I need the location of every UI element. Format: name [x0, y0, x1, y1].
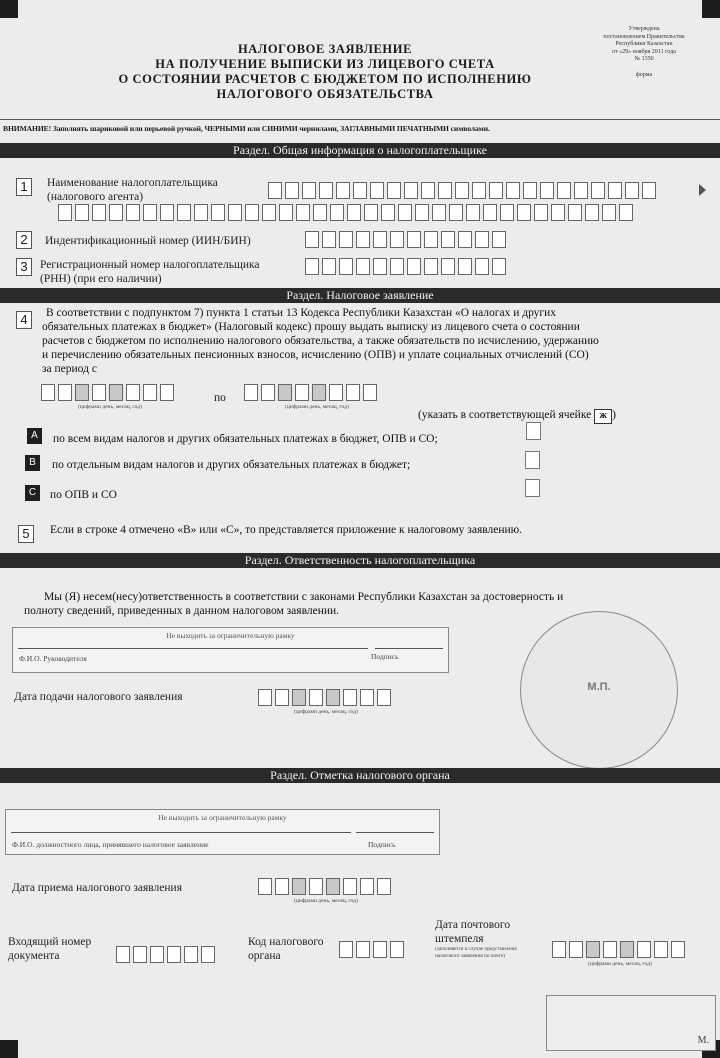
section-tax-authority-header: Раздел. Отметка налогового органа: [0, 768, 720, 783]
postmark-date-label: Дата почтового штемпеля: [435, 919, 511, 945]
manager-name-label: Ф.И.О. Руководителя: [19, 654, 87, 663]
char-cell[interactable]: [258, 689, 272, 706]
char-cell[interactable]: [194, 204, 208, 221]
char-cell[interactable]: [262, 204, 276, 221]
char-cell[interactable]: [313, 204, 327, 221]
section-general-info-header: Раздел. Общая информация о налогоплательщике: [0, 143, 720, 158]
char-cell[interactable]: [551, 204, 565, 221]
char-cell[interactable]: [475, 231, 489, 248]
responsibility-text: Мы (Я) несем(несу)ответственность в соответствии с законами Республики Казахстан за достоверность и полноту сведений, приведенных в данном налоговом заявлении.: [24, 591, 564, 617]
field-number-4: 4: [16, 311, 32, 329]
char-cell[interactable]: [625, 182, 639, 199]
char-cell[interactable]: [475, 258, 489, 275]
char-cell[interactable]: [574, 182, 588, 199]
char-cell[interactable]: [278, 384, 292, 401]
char-cell[interactable]: [356, 258, 370, 275]
date-hint: (цифрами день, месяц, год): [78, 404, 142, 410]
option-c-letter: C: [25, 485, 40, 501]
continue-arrow-icon: [699, 184, 706, 196]
period-from-date-input[interactable]: [41, 384, 177, 401]
char-cell[interactable]: [177, 204, 191, 221]
taxpayer-name-row1[interactable]: [268, 182, 659, 199]
option-c-label: по ОПВ и СО: [50, 489, 117, 501]
char-cell[interactable]: [637, 941, 651, 958]
char-cell[interactable]: [404, 182, 418, 199]
char-cell[interactable]: [585, 204, 599, 221]
char-cell[interactable]: [150, 946, 164, 963]
signature-label: Подпись: [368, 840, 396, 849]
char-cell[interactable]: [268, 182, 282, 199]
char-cell[interactable]: [201, 946, 215, 963]
char-cell[interactable]: [381, 204, 395, 221]
char-cell[interactable]: [275, 878, 289, 895]
attachment-note: Если в строке 4 отмечено «В» или «С», то представляется приложение к налоговому заявлению.: [50, 524, 523, 536]
char-cell[interactable]: [143, 204, 157, 221]
field-number-5: 5: [18, 525, 34, 543]
incoming-number-label: Входящий номер документа: [8, 936, 92, 962]
corner-mark-top-right: [702, 0, 720, 18]
char-cell[interactable]: [109, 384, 123, 401]
char-cell[interactable]: [373, 258, 387, 275]
char-cell[interactable]: [360, 878, 374, 895]
char-cell[interactable]: [671, 941, 685, 958]
char-cell[interactable]: [591, 182, 605, 199]
char-cell[interactable]: [167, 946, 181, 963]
char-cell[interactable]: [370, 182, 384, 199]
option-a-label: по всем видам налогов и других обязательных платежах в бюджет, ОПВ и СО;: [53, 433, 438, 445]
char-cell[interactable]: [492, 258, 506, 275]
divider: [0, 119, 720, 120]
char-cell[interactable]: [126, 204, 140, 221]
char-cell[interactable]: [364, 204, 378, 221]
char-cell[interactable]: [322, 231, 336, 248]
char-cell[interactable]: [523, 182, 537, 199]
corner-mark-bottom-left: [0, 1040, 18, 1058]
char-cell[interactable]: [211, 204, 225, 221]
tax-office-stamp-box: М.: [546, 995, 716, 1051]
char-cell[interactable]: [356, 941, 370, 958]
char-cell[interactable]: [517, 204, 531, 221]
char-cell[interactable]: [492, 231, 506, 248]
char-cell[interactable]: [506, 182, 520, 199]
date-hint: (цифрами день, месяц, год): [294, 709, 358, 715]
char-cell[interactable]: [329, 384, 343, 401]
char-cell[interactable]: [552, 941, 566, 958]
rnn-label: Регистрационный номер налогоплательщика (РНН) (при его наличии): [40, 259, 260, 285]
char-cell[interactable]: [330, 204, 344, 221]
date-hint: (цифрами день, месяц, год): [294, 898, 358, 904]
char-cell[interactable]: [126, 384, 140, 401]
char-cell[interactable]: [244, 384, 258, 401]
char-cell[interactable]: [432, 204, 446, 221]
char-cell[interactable]: [424, 258, 438, 275]
char-cell[interactable]: [586, 941, 600, 958]
rnn-input[interactable]: [305, 258, 509, 275]
char-cell[interactable]: [160, 384, 174, 401]
date-hint: (цифрами день, месяц, год): [285, 404, 349, 410]
char-cell[interactable]: [292, 689, 306, 706]
tax-office-code-input[interactable]: [339, 941, 407, 958]
char-cell[interactable]: [309, 689, 323, 706]
char-cell[interactable]: [296, 204, 310, 221]
char-cell[interactable]: [245, 204, 259, 221]
approval-note: Утверждена постановлением Правительства Республики Казахстан от «29» ноября 2011 года № 1350 форма: [603, 26, 685, 78]
char-cell[interactable]: [339, 231, 353, 248]
title-line: НАЛОГОВОЕ ЗАЯВЛЕНИЕ: [237, 42, 413, 56]
tax-office-code-label: Код налогового органа: [248, 936, 324, 962]
char-cell[interactable]: [407, 231, 421, 248]
char-cell[interactable]: [540, 182, 554, 199]
char-cell[interactable]: [353, 182, 367, 199]
iin-bin-input[interactable]: [305, 231, 509, 248]
char-cell[interactable]: [356, 231, 370, 248]
title-line: НАЛОГОВОГО ОБЯЗАТЕЛЬСТВА: [216, 87, 434, 101]
char-cell[interactable]: [292, 878, 306, 895]
char-cell[interactable]: [305, 231, 319, 248]
section-tax-application-header: Раздел. Налоговое заявление: [0, 288, 720, 303]
section-responsibility-header: Раздел. Ответственность налогоплательщика: [0, 553, 720, 568]
option-b-checkbox[interactable]: [525, 451, 540, 469]
char-cell[interactable]: [279, 204, 293, 221]
taxpayer-name-label: Наименование налогоплательщика (налогового агента): [47, 177, 218, 203]
char-cell[interactable]: [360, 689, 374, 706]
submit-date-input[interactable]: [258, 689, 394, 706]
char-cell[interactable]: [133, 946, 147, 963]
char-cell[interactable]: [326, 878, 340, 895]
char-cell[interactable]: [184, 946, 198, 963]
char-cell[interactable]: [390, 941, 404, 958]
char-cell[interactable]: [322, 258, 336, 275]
char-cell[interactable]: [363, 384, 377, 401]
char-cell[interactable]: [458, 231, 472, 248]
char-cell[interactable]: [319, 182, 333, 199]
date-hint: (цифрами день, месяц, год): [588, 961, 652, 967]
form-title: [90, 42, 560, 102]
char-cell[interactable]: [258, 878, 272, 895]
accept-date-label: Дата приема налогового заявления: [12, 882, 182, 894]
char-cell[interactable]: [387, 182, 401, 199]
char-cell[interactable]: [489, 182, 503, 199]
char-cell[interactable]: [455, 182, 469, 199]
attention-note: ВНИМАНИЕ! Заполнять шариковой или перьевой ручкой, ЧЕРНЫМИ или СИНИМИ чернилами, ЗАГЛАВНЫМИ ПЕЧАТНЫМИ символами.: [3, 124, 490, 133]
char-cell[interactable]: [302, 182, 316, 199]
option-a-checkbox[interactable]: [526, 422, 541, 440]
char-cell[interactable]: [347, 204, 361, 221]
char-cell[interactable]: [312, 384, 326, 401]
char-cell[interactable]: [441, 231, 455, 248]
submit-date-label: Дата подачи налогового заявления: [14, 691, 183, 703]
iin-bin-label: Индентификационный номер (ИИН/БИН): [45, 235, 251, 247]
char-cell[interactable]: [228, 204, 242, 221]
char-cell[interactable]: [557, 182, 571, 199]
char-cell[interactable]: [326, 689, 340, 706]
char-cell[interactable]: [458, 258, 472, 275]
officer-signature-box[interactable]: Не выходить за ограничительную рамку Ф.И.О. должностного лица, принявшего налоговое заявление Подпись: [5, 809, 440, 855]
char-cell[interactable]: [160, 204, 174, 221]
char-cell[interactable]: [143, 384, 157, 401]
char-cell[interactable]: [415, 204, 429, 221]
char-cell[interactable]: [373, 231, 387, 248]
check-instruction: (указать в соответствующей ячейке ж ): [418, 408, 616, 424]
char-cell[interactable]: [608, 182, 622, 199]
char-cell[interactable]: [602, 204, 616, 221]
application-text: В соответствии с подпунктом 7) пункта 1 статьи 13 Кодекса Республики Казахстан «О налогах и других обязательных платежах в бюджет» (Налоговый кодекс) прошу выдать выписку из лицевого счета о состоянии расчетов с бюджетом по исполнению налогового обязательства, а также обязательств по исчислению, удержанию и перечислению обязательных пенсионных взносов, исчислению (ОПВ) и уплате социальных отчислений (СО) за период с: [42, 307, 599, 375]
postmark-date-input[interactable]: [552, 941, 688, 958]
char-cell[interactable]: [339, 941, 353, 958]
char-cell[interactable]: [75, 384, 89, 401]
officer-name-label: Ф.И.О. должностного лица, принявшего налоговое заявление: [12, 840, 209, 849]
char-cell[interactable]: [343, 689, 357, 706]
char-cell[interactable]: [92, 204, 106, 221]
char-cell[interactable]: [398, 204, 412, 221]
char-cell[interactable]: [569, 941, 583, 958]
char-cell[interactable]: [472, 182, 486, 199]
char-cell[interactable]: [424, 231, 438, 248]
char-cell[interactable]: [373, 941, 387, 958]
char-cell[interactable]: [603, 941, 617, 958]
char-cell[interactable]: [620, 941, 634, 958]
option-a-letter: A: [27, 428, 42, 444]
period-to-label: по: [214, 392, 226, 404]
field-number-2: 2: [16, 231, 32, 249]
corner-mark-top-left: [0, 0, 18, 18]
char-cell[interactable]: [466, 204, 480, 221]
char-cell[interactable]: [421, 182, 435, 199]
stamp-area: М.П.: [520, 611, 678, 769]
incoming-number-input[interactable]: [116, 946, 218, 963]
title-line: О СОСТОЯНИИ РАСЧЕТОВ С БЮДЖЕТОМ ПО ИСПОЛНЕНИЮ: [118, 72, 532, 86]
char-cell[interactable]: [275, 689, 289, 706]
char-cell[interactable]: [642, 182, 656, 199]
field-number-1: 1: [16, 178, 32, 196]
char-cell[interactable]: [116, 946, 130, 963]
char-cell[interactable]: [346, 384, 360, 401]
char-cell[interactable]: [568, 204, 582, 221]
char-cell[interactable]: [407, 258, 421, 275]
signature-label: Подпись: [371, 652, 399, 661]
option-b-label: по отдельным видам налогов и других обязательных платежах в бюджет;: [52, 459, 411, 471]
char-cell[interactable]: [534, 204, 548, 221]
char-cell[interactable]: [305, 258, 319, 275]
accept-date-input[interactable]: [258, 878, 394, 895]
char-cell[interactable]: [500, 204, 514, 221]
option-c-checkbox[interactable]: [525, 479, 540, 497]
field-number-3: 3: [16, 258, 32, 276]
char-cell[interactable]: [390, 231, 404, 248]
period-to-date-input[interactable]: [244, 384, 380, 401]
char-cell[interactable]: [441, 258, 455, 275]
char-cell[interactable]: [58, 384, 72, 401]
option-b-letter: B: [25, 455, 40, 471]
char-cell[interactable]: [449, 204, 463, 221]
postmark-note: (заполняется в случае представления налогового заявления по почте): [435, 946, 517, 959]
char-cell[interactable]: [41, 384, 55, 401]
char-cell[interactable]: [92, 384, 106, 401]
char-cell[interactable]: [75, 204, 89, 221]
check-mark-example: ж: [594, 409, 612, 424]
char-cell[interactable]: [58, 204, 72, 221]
char-cell[interactable]: [438, 182, 452, 199]
taxpayer-signature-box[interactable]: Не выходить за ограничительную рамку Ф.И.О. Руководителя Подпись: [12, 627, 449, 673]
char-cell[interactable]: [295, 384, 309, 401]
taxpayer-name-row2[interactable]: [58, 204, 636, 221]
char-cell[interactable]: [483, 204, 497, 221]
char-cell[interactable]: [619, 204, 633, 221]
char-cell[interactable]: [336, 182, 350, 199]
char-cell[interactable]: [309, 878, 323, 895]
char-cell[interactable]: [390, 258, 404, 275]
char-cell[interactable]: [654, 941, 668, 958]
char-cell[interactable]: [261, 384, 275, 401]
char-cell[interactable]: [339, 258, 353, 275]
char-cell[interactable]: [109, 204, 123, 221]
char-cell[interactable]: [343, 878, 357, 895]
char-cell[interactable]: [285, 182, 299, 199]
char-cell[interactable]: [377, 689, 391, 706]
title-line: НА ПОЛУЧЕНИЕ ВЫПИСКИ ИЗ ЛИЦЕВОГО СЧЕТА: [155, 57, 495, 71]
char-cell[interactable]: [377, 878, 391, 895]
